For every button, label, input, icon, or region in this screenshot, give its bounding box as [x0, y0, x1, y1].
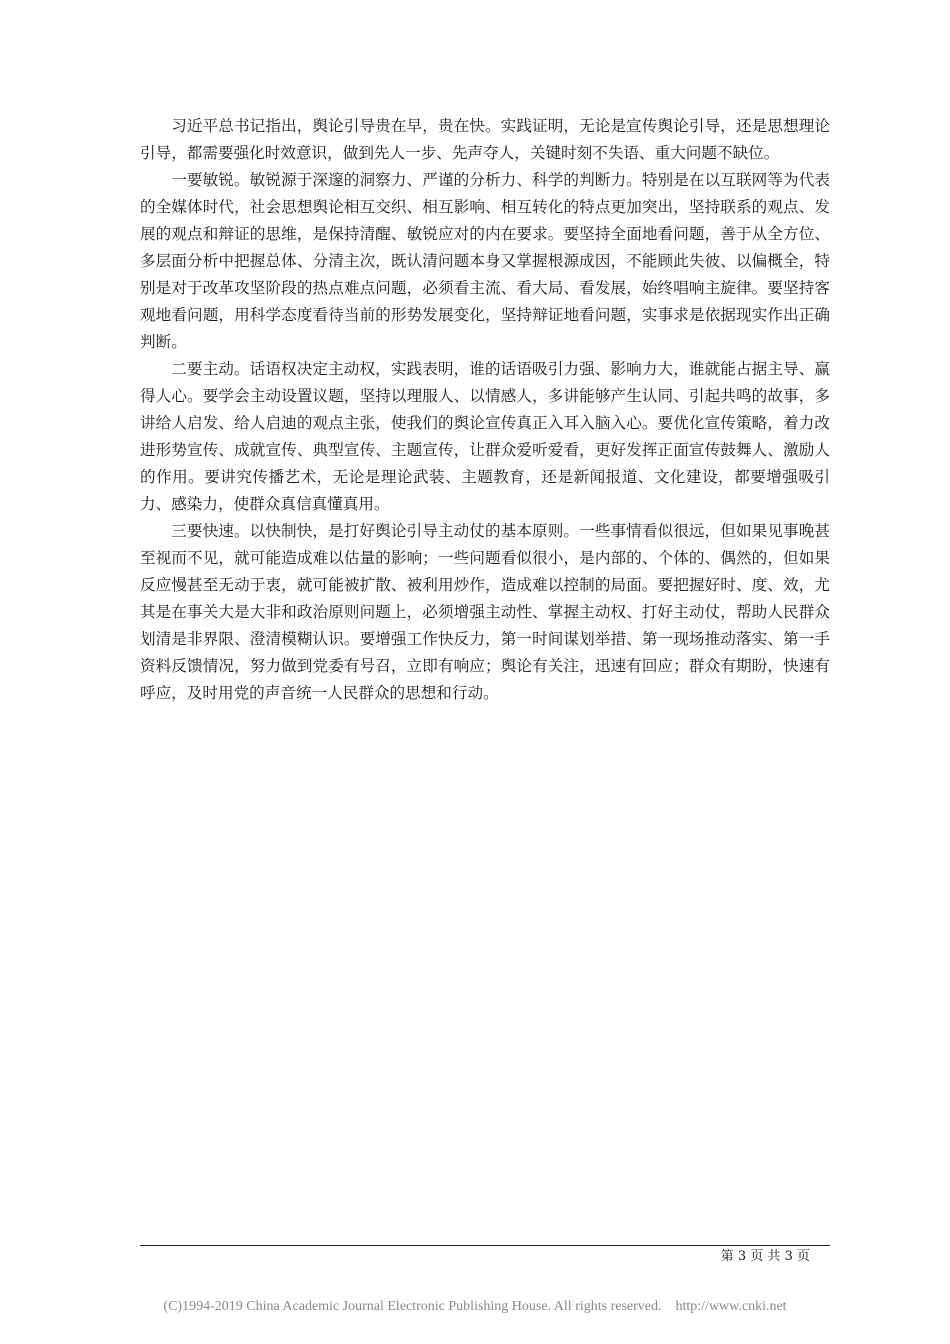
intro-paragraph: 习近平总书记指出，舆论引导贵在早，贵在快。实践证明，无论是宣传舆论引导，还是思想理论引导，都需要强化时效意识，做到先人一步、先声夺人，关键时刻不失语、重大问题不缺位。 [140, 117, 830, 162]
page-number: 第 3 页 共 3 页 [720, 1249, 810, 1264]
footer-divider [140, 1245, 830, 1246]
point-two-paragraph: 二要主动。话语权决定主动权，实践表明，谁的话语吸引力强、影响力大，谁就能占据主导、赢得人心。要学会主动设置议题，坚持以理服人、以情感人，多讲能够产生认同、引起共鸣的故事，多讲给人启发、给人启迪的观点主张，使我们的舆论宣传真正入耳入脑入心。要优化宣传策略，着力改进形势宣传、成就宣传、典型宣传、主题宣传，让群众爱听爱看，更好发挥正面宣传鼓舞人、激励人的作用。要讲究传播艺术，无论是理论武装、主题教育，还是新闻报道、文化建设，都要增强吸引力、感染力，使群众真信真懂真用。 [140, 360, 830, 513]
article-body [140, 113, 830, 707]
copyright-watermark: (C)1994-2019 China Academic Journal Electronic Publishing House. All rights reserved. http://www.cnki.net [163, 1299, 787, 1314]
point-three-paragraph: 三要快速。以快制快，是打好舆论引导主动仗的基本原则。一些事情看似很远，但如果见事晚甚至视而不见，就可能造成难以估量的影响；一些问题看似很小，是内部的、个体的、偶然的，但如果反应慢甚至无动于衷，就可能被扩散、被利用炒作，造成难以控制的局面。要把握好时、度、效，尤其是在事关大是大非和政治原则问题上，必须增强主动性、掌握主动权、打好主动仗，帮助人民群众划清是非界限、澄清模糊认识。要增强工作快反力，第一时间谋划举措、第一现场推动落实、第一手资料反馈情况，努力做到党委有号召，立即有响应；舆论有关注，迅速有回应；群众有期盼，快速有呼应，及时用党的声音统一人民群众的思想和行动。 [140, 522, 830, 702]
point-one-paragraph: 一要敏锐。敏锐源于深邃的洞察力、严谨的分析力、科学的判断力。特别是在以互联网等为代表的全媒体时代，社会思想舆论相互交织、相互影响、相互转化的特点更加突出，坚持联系的观点、发展的观点和辩证的思维，是保持清醒、敏锐应对的内在要求。要坚持全面地看问题，善于从全方位、多层面分析中把握总体、分清主次，既认清问题本身又掌握根源成因，不能顾此失彼、以偏概全，特别是对于改革攻坚阶段的热点难点问题，必须看主流、看大局、看发展，始终唱响主旋律。要坚持客观地看问题，用科学态度看待当前的形势发展变化，坚持辩证地看问题，实事求是依据现实作出正确判断。 [140, 171, 830, 351]
